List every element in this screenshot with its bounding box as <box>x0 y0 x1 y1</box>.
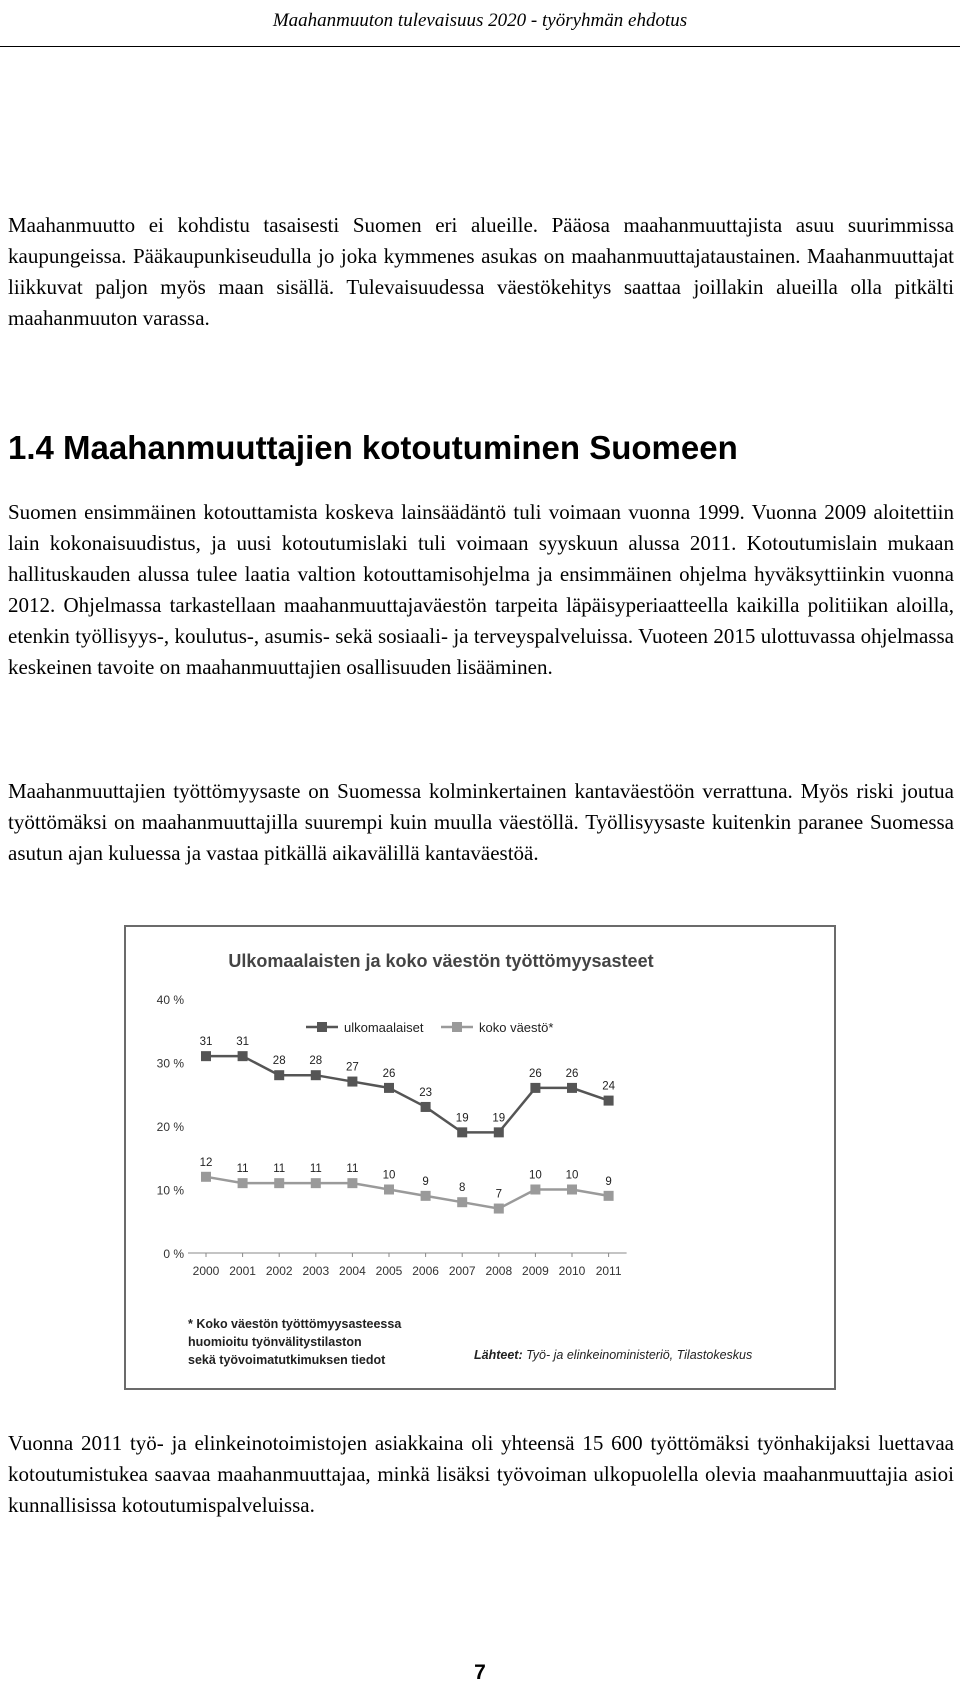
data-point-koko-vaesto <box>530 1185 540 1195</box>
data-point-ulkomaalaiset <box>347 1077 357 1087</box>
chart-figure <box>124 925 836 1390</box>
data-point-ulkomaalaiset <box>201 1051 211 1061</box>
x-tick-label: 2004 <box>339 1264 366 1278</box>
y-tick-label: 40 % <box>156 993 184 1007</box>
y-tick-label: 30 % <box>156 1056 184 1071</box>
data-point-koko-vaesto <box>274 1178 284 1188</box>
y-tick-label: 0 % <box>163 1247 184 1261</box>
data-point-koko-vaesto <box>238 1178 248 1188</box>
y-axis <box>157 993 185 1261</box>
footnote-line: * Koko väestön työttömyysasteessa <box>188 1317 402 1331</box>
x-tick-label: 2007 <box>448 1264 476 1278</box>
x-tick-label: 2002 <box>265 1264 293 1278</box>
section-heading: 1.4 Maahanmuuttajien kotoutuminen Suomeen <box>8 429 738 466</box>
x-tick-label: 2003 <box>302 1264 330 1278</box>
body-paragraph: Maahanmuuttajien työttömyysaste on Suomessa kolminkertainen kantaväestöön verrattuna. Myös riski joutua työttömäksi on maahanmuuttajilla suurempi kuin muulla väestöllä. Työllisyysaste kuitenkin paranee Suomessa asutun ajan kuluessa ja vastaa pitkällä aikavälillä kantaväestöä. <box>8 779 954 865</box>
data-label-koko-vaesto: 11 <box>309 1163 322 1176</box>
data-point-ulkomaalaiset <box>494 1127 504 1137</box>
data-label-koko-vaesto: 11 <box>236 1163 249 1176</box>
data-label-koko-vaesto: 10 <box>529 1169 542 1182</box>
data-label-ulkomaalaiset: 24 <box>602 1080 615 1093</box>
data-label-koko-vaesto: 12 <box>199 1156 213 1169</box>
data-label-ulkomaalaiset: 26 <box>382 1067 396 1080</box>
series-line-ulkomaalaiset <box>206 1056 609 1132</box>
chart-title: Ulkomaalaisten ja koko väestön työttömyysasteet <box>228 951 654 971</box>
data-label-koko-vaesto: 11 <box>273 1163 286 1176</box>
x-tick-label: 2008 <box>485 1264 513 1278</box>
source-text: Työ- ja elinkeinoministeriö, Tilastokeskus <box>522 1348 753 1362</box>
x-axis <box>188 1253 627 1278</box>
chart-legend <box>306 1020 553 1035</box>
y-tick-label: 10 % <box>156 1183 184 1198</box>
footnote-line: huomioitu työnvälitystilaston <box>188 1335 362 1349</box>
series-layer <box>200 1036 616 1213</box>
data-label-ulkomaalaiset: 31 <box>236 1036 249 1049</box>
page-number: 7 <box>474 1661 486 1684</box>
data-label-ulkomaalaiset: 26 <box>529 1067 542 1080</box>
data-point-ulkomaalaiset <box>421 1102 431 1112</box>
x-tick-label: 2006 <box>412 1264 439 1278</box>
data-point-koko-vaesto <box>604 1191 614 1201</box>
data-point-koko-vaesto <box>421 1191 431 1201</box>
data-point-koko-vaesto <box>457 1197 467 1207</box>
chart-source <box>474 1348 752 1362</box>
x-tick-label: 2000 <box>192 1264 220 1278</box>
body-paragraph: Suomen ensimmäinen kotouttamista koskeva lainsäädäntö tuli voimaan vuonna 1999. Vuonna 2009 aloitettiin lain kokonaisuudistus, ja uusi kotoutumislaki tuli voimaan syyskuun alussa 2011. Kotoutumislain mukaan hallituskauden alussa tulee laatia valtion kotouttamisohjelma ja ensimmäinen ohjelma hyväksyttiinkin vuonna 2012. Ohjelmassa tarkastellaan maahanmuuttajaväestön tarpeita läpäisyperiaatteella kaikilla politiikan aloilla, etenkin työllisyys-, koulutus-, asumis- sekä sosiaali- ja terveyspalveluissa. Vuoteen 2015 ulottuvassa ohjelmassa keskeinen tavoite on maahanmuuttajien osallisuuden lisääminen. <box>8 500 954 679</box>
data-point-koko-vaesto <box>567 1185 577 1195</box>
x-tick-label: 2011 <box>595 1264 622 1278</box>
data-label-koko-vaesto: 9 <box>605 1175 612 1188</box>
data-point-koko-vaesto <box>494 1204 504 1214</box>
data-label-ulkomaalaiset: 28 <box>272 1055 286 1068</box>
data-point-ulkomaalaiset <box>238 1051 248 1061</box>
header-divider <box>0 46 960 47</box>
data-point-ulkomaalaiset <box>384 1083 394 1093</box>
source-label: Lähteet: <box>474 1348 523 1362</box>
data-point-ulkomaalaiset <box>274 1070 284 1080</box>
data-label-koko-vaesto: 8 <box>458 1182 466 1195</box>
data-point-ulkomaalaiset <box>604 1096 614 1106</box>
data-point-ulkomaalaiset <box>530 1083 540 1093</box>
legend-label-ulkomaalaiset: ulkomaalaiset <box>344 1020 424 1035</box>
y-tick-label: 20 % <box>156 1120 184 1134</box>
x-tick-label: 2009 <box>522 1264 549 1278</box>
x-tick-label: 2001 <box>229 1264 256 1278</box>
legend-marker-ulkomaalaiset <box>317 1022 327 1032</box>
legend-marker-koko-vaesto <box>452 1022 462 1032</box>
data-point-ulkomaalaiset <box>457 1127 467 1137</box>
intro-paragraph: Maahanmuutto ei kohdistu tasaisesti Suomen eri alueille. Pääosa maahanmuuttajista asuu suurimmissa kaupungeissa. Pääkaupunkiseudulla jo joka kymmenes asukas on maahanmuuttajataustainen. Maahanmuuttajat liikkuvat paljon myös maan sisällä. Tulevaisuudessa väestökehitys saattaa joillakin alueilla olla pitkälti maahanmuuton varassa. <box>8 213 954 330</box>
x-tick-label: 2005 <box>375 1264 403 1278</box>
running-header: Maahanmuuton tulevaisuus 2020 - työryhmän ehdotus <box>272 10 688 31</box>
chart-footnote <box>188 1317 402 1367</box>
x-tick-label: 2010 <box>558 1264 586 1278</box>
data-label-ulkomaalaiset: 19 <box>492 1112 506 1125</box>
data-label-koko-vaesto: 11 <box>346 1163 359 1176</box>
data-label-koko-vaesto: 10 <box>382 1169 396 1182</box>
footnote-line: sekä työvoimatutkimuksen tiedot <box>188 1353 386 1367</box>
data-point-ulkomaalaiset <box>311 1070 321 1080</box>
body-paragraph: Vuonna 2011 työ- ja elinkeinotoimistojen asiakkaina oli yhteensä 15 600 työttömäksi työnhakijaksi luettavaa kotoutumistukea saavaa maahanmuuttajaa, minkä lisäksi työvoiman ulkopuolella olevia maahanmuuttajia asioi kunnallisissa kotoutumispalveluissa. <box>8 1431 954 1517</box>
data-label-ulkomaalaiset: 26 <box>565 1067 579 1080</box>
data-label-koko-vaesto: 9 <box>422 1175 429 1188</box>
legend-label-koko-vaesto: koko väestö* <box>479 1020 554 1035</box>
data-point-ulkomaalaiset <box>567 1083 577 1093</box>
data-point-koko-vaesto <box>201 1172 211 1182</box>
data-label-ulkomaalaiset: 31 <box>199 1036 213 1049</box>
data-point-koko-vaesto <box>347 1178 357 1188</box>
data-label-koko-vaesto: 10 <box>565 1169 579 1182</box>
data-label-ulkomaalaiset: 27 <box>346 1061 359 1074</box>
unemployment-chart <box>126 927 834 1388</box>
data-label-ulkomaalaiset: 28 <box>309 1055 323 1068</box>
data-point-koko-vaesto <box>384 1185 394 1195</box>
data-point-koko-vaesto <box>311 1178 321 1188</box>
data-label-ulkomaalaiset: 19 <box>455 1112 469 1125</box>
data-label-koko-vaesto: 7 <box>495 1188 503 1201</box>
data-label-ulkomaalaiset: 23 <box>419 1086 432 1099</box>
